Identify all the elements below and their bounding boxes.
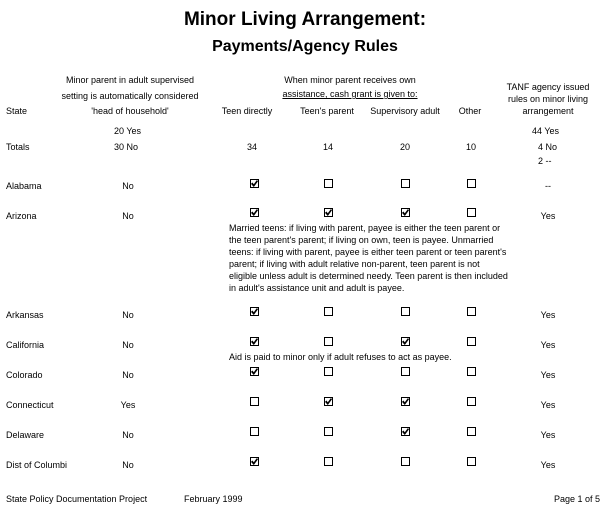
row-tanf: -- <box>545 181 551 191</box>
row-hoh: No <box>122 430 134 440</box>
row-hoh: No <box>122 340 134 350</box>
row-hoh: No <box>122 181 134 191</box>
checkbox-teen-directly[interactable] <box>250 208 259 217</box>
checkbox-teens-parent[interactable] <box>324 337 333 346</box>
checkbox-other[interactable] <box>467 179 476 188</box>
row-state: Delaware <box>6 430 45 440</box>
row-tanf: Yes <box>540 211 556 221</box>
page-subtitle: Payments/Agency Rules <box>212 38 398 55</box>
row-tanf: Yes <box>540 460 556 470</box>
row-note: Aid is paid to minor only if adult refuses to act as payee. <box>229 352 452 362</box>
totals-supervisory-adult: 20 <box>399 142 410 152</box>
row-tanf: Yes <box>540 400 556 410</box>
checkbox-teens-parent[interactable] <box>324 179 333 188</box>
row-tanf: Yes <box>540 430 556 440</box>
totals-tanf-no: 4 No <box>538 142 558 152</box>
checkbox-supervisory-adult[interactable] <box>401 179 410 188</box>
row-note: Married teens: if living with parent, payee is either the teen parent or the teen parent's parent; if living on own, teen is payee. Unmarried teens: if living with parent, payee is either teen parent or teen parent's parent; if living with adult relative non-parent, teen parent is not eligible unless adult is determined needy. Teen parent is then included in adult's assistance unit and adult is payee. <box>229 223 508 293</box>
header-group-line2: assistance, cash grant is given to: <box>282 89 418 99</box>
row-state: Colorado <box>6 370 43 380</box>
checkbox-teen-directly[interactable] <box>250 179 259 188</box>
header-hoh-line3: 'head of household' <box>91 106 169 116</box>
checkbox-other[interactable] <box>467 457 476 466</box>
header-supervisory-adult: Supervisory adult <box>370 106 440 116</box>
row-state: Dist of Columbi <box>6 460 68 470</box>
row-tanf: Yes <box>540 310 556 320</box>
row-state: Arizona <box>6 211 37 221</box>
checkbox-teens-parent[interactable] <box>324 397 333 406</box>
row-hoh: No <box>122 211 134 221</box>
totals-hoh-no: 30 No <box>114 142 139 152</box>
row-state: California <box>6 340 45 350</box>
row-tanf: Yes <box>540 340 556 350</box>
footer-date: February 1999 <box>184 494 243 504</box>
footer-page-number: Page 1 of 5 <box>553 494 600 504</box>
checkbox-teens-parent[interactable] <box>324 367 333 376</box>
checkbox-teens-parent[interactable] <box>324 457 333 466</box>
totals-teen-directly: 34 <box>246 142 257 152</box>
totals-other: 10 <box>465 142 476 152</box>
checkbox-teen-directly[interactable] <box>250 337 259 346</box>
header-state: State <box>6 106 28 116</box>
checkbox-teen-directly[interactable] <box>250 427 259 436</box>
header-tanf-line1: TANF agency issued <box>506 82 590 92</box>
checkbox-teen-directly[interactable] <box>250 397 259 406</box>
checkbox-teen-directly[interactable] <box>250 307 259 316</box>
row-tanf: Yes <box>540 370 556 380</box>
header-tanf-line2: rules on minor living <box>507 94 589 104</box>
row-hoh: Yes <box>120 400 136 410</box>
checkbox-teens-parent[interactable] <box>324 427 333 436</box>
page-title: Minor Living Arrangement: <box>183 9 427 30</box>
checkbox-other[interactable] <box>467 397 476 406</box>
totals-tanf-yes: 44 Yes <box>532 126 560 136</box>
checkbox-supervisory-adult[interactable] <box>401 457 410 466</box>
checkbox-other[interactable] <box>467 367 476 376</box>
header-hoh-line1: Minor parent in adult supervised <box>65 75 195 85</box>
header-other: Other <box>458 106 482 116</box>
row-hoh: No <box>122 460 134 470</box>
checkbox-teen-directly[interactable] <box>250 457 259 466</box>
header-group-line1: When minor parent receives own <box>284 75 416 85</box>
header-teens-parent: Teen's parent <box>300 106 354 116</box>
checkbox-supervisory-adult[interactable] <box>401 367 410 376</box>
checkbox-teens-parent[interactable] <box>324 307 333 316</box>
checkbox-teens-parent[interactable] <box>324 208 333 217</box>
checkbox-supervisory-adult[interactable] <box>401 208 410 217</box>
header-group-line2-wrap <box>250 89 450 99</box>
checkbox-supervisory-adult[interactable] <box>401 307 410 316</box>
totals-label: Totals <box>6 142 30 152</box>
checkbox-other[interactable] <box>467 337 476 346</box>
row-state: Connecticut <box>6 400 54 410</box>
header-hoh-line2: setting is automatically considered <box>61 91 199 101</box>
checkbox-supervisory-adult[interactable] <box>401 337 410 346</box>
row-state: Alabama <box>6 181 42 191</box>
header-teen-directly: Teen directly <box>221 106 273 116</box>
totals-tanf-dash: 2 -- <box>538 156 552 166</box>
checkbox-supervisory-adult[interactable] <box>401 427 410 436</box>
checkbox-teen-directly[interactable] <box>250 367 259 376</box>
row-state: Arkansas <box>6 310 44 320</box>
row-hoh: No <box>122 370 134 380</box>
totals-hoh-yes: 20 Yes <box>114 126 142 136</box>
checkbox-other[interactable] <box>467 427 476 436</box>
row-hoh: No <box>122 310 134 320</box>
checkbox-supervisory-adult[interactable] <box>401 397 410 406</box>
footer-project: State Policy Documentation Project <box>6 494 148 504</box>
checkbox-other[interactable] <box>467 307 476 316</box>
checkbox-other[interactable] <box>467 208 476 217</box>
totals-teens-parent: 14 <box>322 142 333 152</box>
header-tanf-line3: arrangement <box>522 106 574 116</box>
